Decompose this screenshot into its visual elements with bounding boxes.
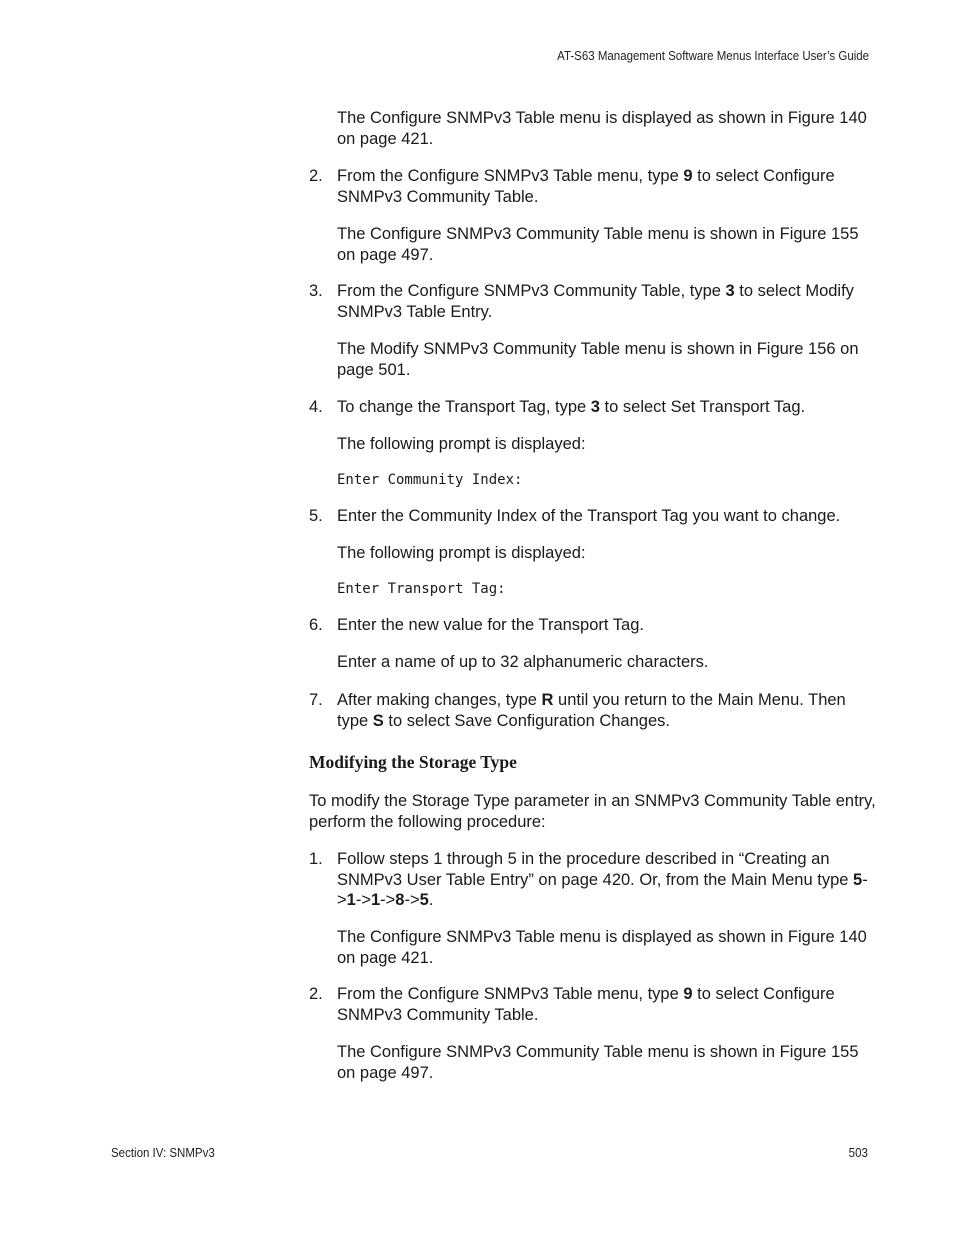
step-text: Follow steps 1 through 5 in the procedure described in “Creating an SNMPv3 User Table Entry” on page 420. Or, from the Main Menu type 5->1->1->8->5. <box>337 850 868 909</box>
step-3 <box>309 281 879 322</box>
step-text: From the Configure SNMPv3 Table menu, type 9 to select Configure SNMPv3 Community Table. <box>337 167 835 206</box>
step-text: To change the Transport Tag, type 3 to select Set Transport Tag. <box>337 398 806 416</box>
step-number: 4. <box>309 398 323 416</box>
step-number: 7. <box>309 691 323 709</box>
key-label: 3 <box>725 282 735 300</box>
step-text: Enter the Community Index of the Transport Tag you want to change. <box>337 507 841 525</box>
step-number: 1. <box>309 850 323 868</box>
section-heading: Modifying the Storage Type <box>309 752 517 772</box>
step-5 <box>309 506 879 527</box>
paragraph: The following prompt is displayed: <box>337 435 586 453</box>
paragraph: The Configure SNMPv3 Table menu is displayed as shown in Figure 140 on page 421. <box>337 928 867 967</box>
code-prompt: Enter Community Index: <box>337 472 523 488</box>
running-header: AT-S63 Management Software Menus Interface User’s Guide <box>557 49 869 63</box>
footer-section: Section IV: SNMPv3 <box>111 1146 215 1160</box>
key-label: 3 <box>590 398 600 416</box>
step-number: 2. <box>309 985 323 1003</box>
step-6 <box>309 615 879 636</box>
section-step-2 <box>309 984 879 1025</box>
section-intro: To modify the Storage Type parameter in an SNMPv3 Community Table entry, perform the following procedure: <box>309 792 876 831</box>
paragraph: The Configure SNMPv3 Community Table menu is shown in Figure 155 on page 497. <box>337 1043 859 1082</box>
key-label: S <box>372 711 384 730</box>
paragraph: Enter a name of up to 32 alphanumeric characters. <box>337 653 709 671</box>
step-number: 3. <box>309 282 323 300</box>
step-number: 2. <box>309 167 323 185</box>
paragraph: The Configure SNMPv3 Table menu is displayed as shown in Figure 140 on page 421. <box>337 109 867 148</box>
paragraph: The following prompt is displayed: <box>337 544 586 562</box>
step-number: 6. <box>309 616 323 634</box>
key-label: R <box>541 691 554 709</box>
code-prompt: Enter Transport Tag: <box>337 581 506 597</box>
step-text: From the Configure SNMPv3 Table menu, type 9 to select Configure SNMPv3 Community Table. <box>337 985 835 1024</box>
step-number: 5. <box>309 507 323 525</box>
step-2 <box>309 166 879 207</box>
step-text: Enter the new value for the Transport Tag. <box>337 616 644 634</box>
page-number: 503 <box>848 1146 868 1160</box>
key-label: 9 <box>683 167 693 185</box>
step-text: After making changes, type R until you return to the Main Menu. Then type S to select Save Configuration Changes. <box>337 691 846 730</box>
paragraph: The Modify SNMPv3 Community Table menu is shown in Figure 156 on page 501. <box>337 340 859 379</box>
section-step-1 <box>309 849 879 911</box>
step-7 <box>309 690 879 731</box>
step-text: From the Configure SNMPv3 Community Table, type 3 to select Modify SNMPv3 Table Entry. <box>337 282 854 321</box>
paragraph: The Configure SNMPv3 Community Table menu is shown in Figure 155 on page 497. <box>337 225 859 264</box>
key-label: 9 <box>683 985 693 1003</box>
step-4 <box>309 397 879 418</box>
